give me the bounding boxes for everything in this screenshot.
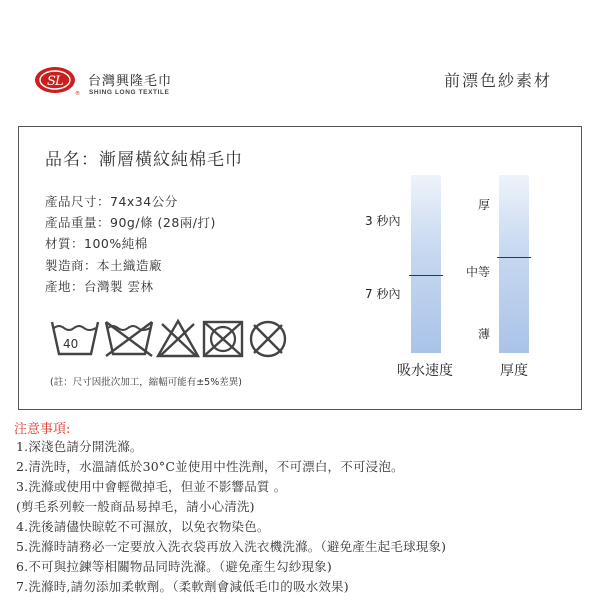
thickness-label-medium: 中等 xyxy=(466,265,491,279)
section-title: 前漂色紗素材 xyxy=(443,71,552,90)
no-bleach-triangle-icon xyxy=(158,321,198,356)
no-bleach-icon xyxy=(106,322,152,356)
notes-item-6: 6.不可與拉鍊等相關物品同時洗滌。（避免產生勾紗現象) xyxy=(16,559,332,574)
spec-weight: 產品重量：90g/條 (28兩/打) xyxy=(45,215,216,230)
thickness-gauge-marker xyxy=(497,257,531,259)
brand-name-zh: 台灣興隆毛巾 xyxy=(88,74,173,89)
notes-item-1: 1.深淺色請分開洗滌。 xyxy=(16,439,143,454)
no-tumble-dry-icon xyxy=(204,322,242,356)
notes-title: 注意事項: xyxy=(14,422,71,437)
thickness-label-thin: 薄 xyxy=(478,327,491,341)
spec-origin: 產地：台灣製 雲林 xyxy=(45,279,154,294)
size-note: (註：尺寸因批次加工，縮幅可能有±5%差異) xyxy=(50,377,242,388)
notes-item-3-sub: (剪毛系列較一般商品易掉毛，請小心清洗) xyxy=(16,499,255,514)
thickness-label-thick: 厚 xyxy=(478,198,491,212)
spec-size: 產品尺寸：74x34公分 xyxy=(45,194,178,209)
spec-manufacturer: 製造商：本土織造廠 xyxy=(45,258,163,273)
thickness-gauge-bar xyxy=(499,175,529,353)
absorption-gauge-bar xyxy=(411,175,441,353)
no-dry-clean-icon xyxy=(251,322,285,356)
wash-temperature: 40 xyxy=(63,337,79,351)
absorption-gauge-marker xyxy=(409,275,443,277)
notes-item-5: 5.洗滌時請務必一定要放入洗衣袋再放入洗衣機洗滌。（避免產生起毛球現象) xyxy=(16,539,447,554)
thickness-caption: 厚度 xyxy=(500,363,528,379)
absorption-label-fast: 3 秒內 xyxy=(365,214,401,228)
care-icons xyxy=(50,318,290,360)
brand-name-en: SHING LONG TEXTILE xyxy=(89,89,170,96)
notes-item-7: 7.洗滌時,請勿添加柔軟劑。（柔軟劑會減低毛巾的吸水效果) xyxy=(16,579,349,594)
svg-text:S: S xyxy=(47,74,56,89)
spec-material: 材質：100%純棉 xyxy=(45,236,148,251)
notes-item-4: 4.洗後請儘快晾乾不可濕放，以免衣物染色。 xyxy=(16,519,270,534)
notes-item-2: 2.清洗時，水溫請低於30°C並使用中性洗劑，不可漂白，不可浸泡。 xyxy=(16,459,404,474)
absorption-label-slow: 7 秒內 xyxy=(365,287,401,301)
absorption-caption: 吸水速度 xyxy=(397,363,453,379)
wash-40-icon xyxy=(52,322,98,354)
notes-item-3: 3.洗滌或使用中會輕微掉毛，但並不影響品質 。 xyxy=(16,479,287,494)
brand-logo xyxy=(32,62,82,98)
svg-text:L: L xyxy=(55,74,64,89)
product-name: 品名：漸層橫紋純棉毛巾 xyxy=(45,150,243,170)
svg-text:®: ® xyxy=(75,91,80,97)
